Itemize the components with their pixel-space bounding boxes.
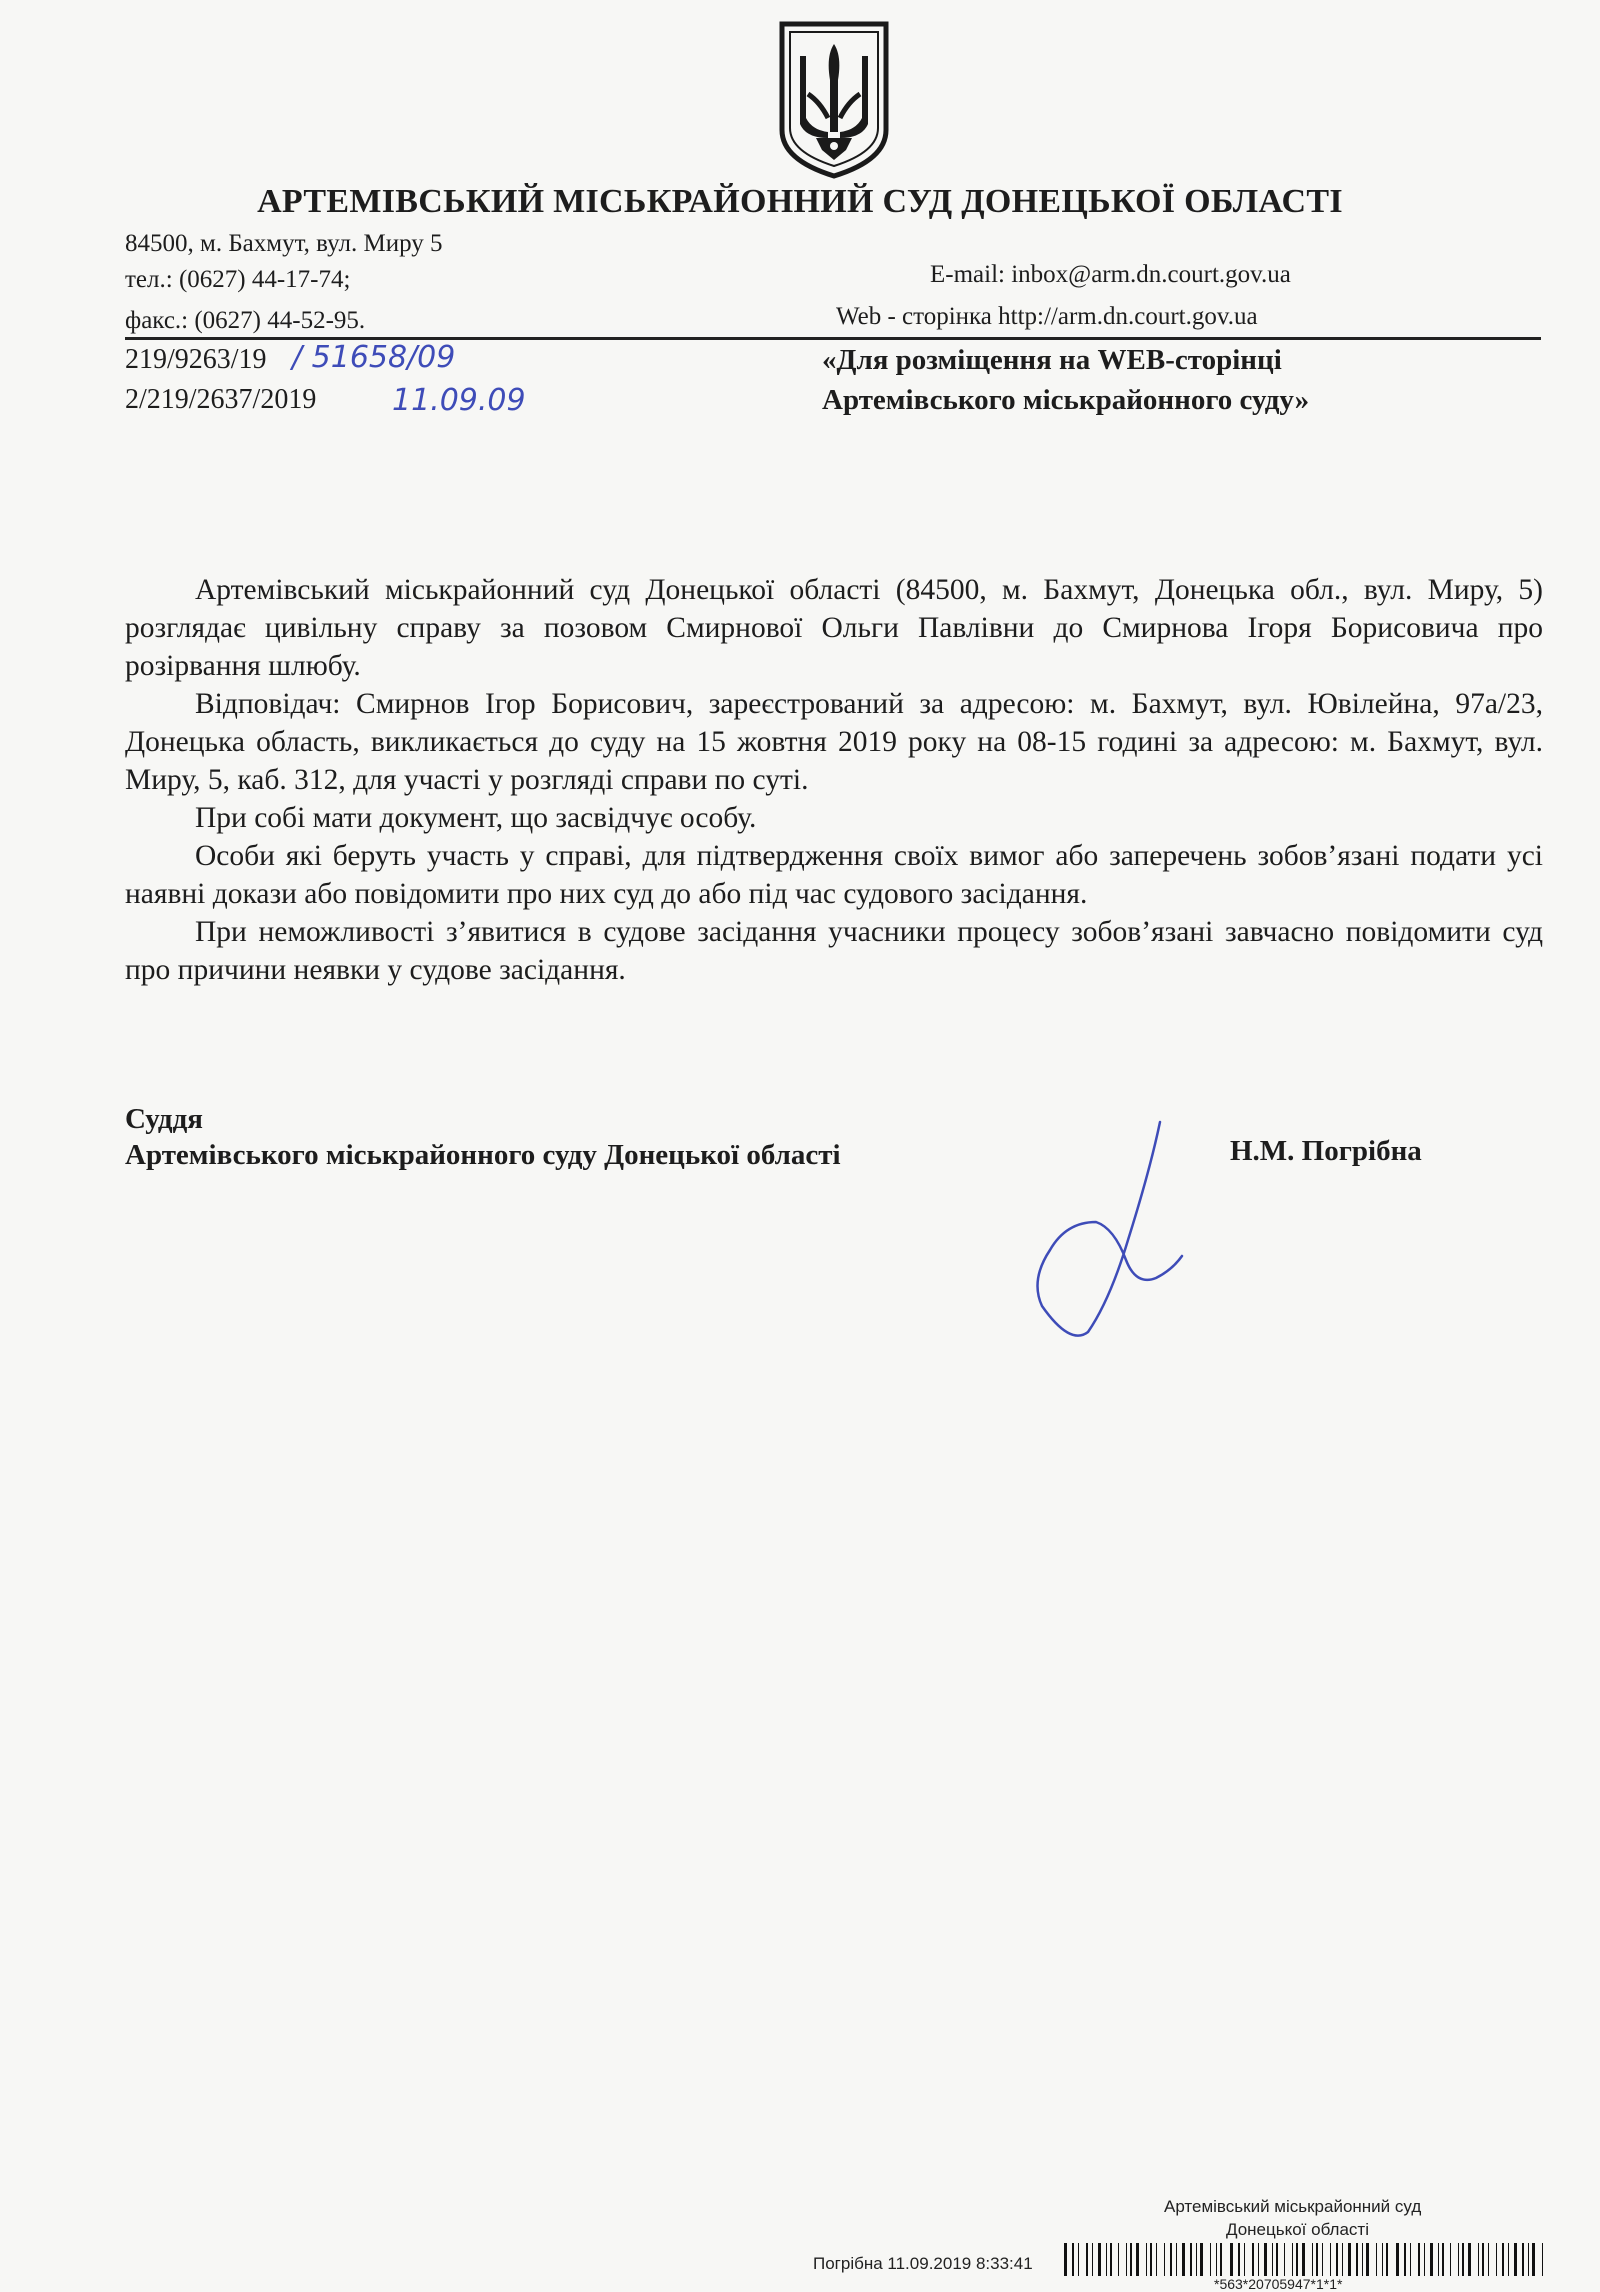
barcode-bar — [1292, 2243, 1293, 2276]
web-notice-line-1: «Для розміщення на WEB-сторінці — [822, 344, 1282, 376]
barcode-bar — [1418, 2243, 1420, 2276]
barcode-bar — [1488, 2243, 1489, 2276]
barcode-bar — [1522, 2243, 1524, 2276]
barcode-bar — [1348, 2243, 1351, 2276]
barcode-bar — [1468, 2243, 1471, 2276]
barcode-bar — [1322, 2243, 1323, 2276]
barcode-bar — [1302, 2243, 1305, 2276]
barcode-bar — [1404, 2243, 1406, 2276]
barcode-bar — [1276, 2243, 1278, 2276]
barcode-bar — [1156, 2243, 1157, 2276]
barcode-bar — [1542, 2243, 1543, 2276]
barcode-bar — [1386, 2243, 1388, 2276]
court-title: АРТЕМІВСЬКИЙ МІСЬКРАЙОННИЙ СУД ДОНЕЦЬКОЇ ОБЛАСТІ — [257, 183, 1343, 220]
barcode-bar — [1118, 2243, 1119, 2276]
barcode-bar — [1424, 2243, 1425, 2276]
barcode-bar — [1216, 2243, 1217, 2276]
barcode-bar — [1150, 2243, 1152, 2276]
barcode-bar — [1362, 2243, 1363, 2276]
body-paragraph: При собі мати документ, що засвідчує особу. — [195, 802, 757, 834]
body-paragraph: При неможливості з’явитися в судове засідання учасники процесу зобов’язані завчасно повідомити суд про причини неявки у судове засідання. — [125, 916, 1543, 986]
barcode-bar — [1284, 2243, 1285, 2276]
barcode-bar — [1126, 2243, 1127, 2276]
barcode-bar — [1078, 2243, 1079, 2276]
stamp-court-line-2: Донецької області — [1226, 2220, 1369, 2239]
barcode-bar — [1098, 2243, 1101, 2276]
barcode-bar — [1450, 2243, 1451, 2276]
barcode-bar — [1312, 2243, 1313, 2276]
barcode-bar — [1462, 2243, 1464, 2276]
barcode-bar — [1110, 2243, 1112, 2276]
barcode-bar — [1528, 2243, 1529, 2276]
barcode-bar — [1164, 2243, 1165, 2276]
barcode-bar — [1532, 2243, 1535, 2276]
barcode-bar — [1356, 2243, 1358, 2276]
barcode-bar — [1264, 2243, 1267, 2276]
signature-role: Суддя — [125, 1103, 203, 1135]
barcode-bar — [1106, 2243, 1107, 2276]
barcode-bar — [1182, 2243, 1185, 2276]
court-phone: тел.: (0627) 44-17-74; — [125, 266, 351, 293]
barcode-bar — [1272, 2243, 1273, 2276]
barcode-bar — [1514, 2243, 1517, 2276]
body-paragraph: Особи які беруть участь у справі, для підтвердження своїх вимог або заперечень зобов’язані подати усі наявні докази або повідомити про них суд до або під час судового засідання. — [125, 840, 1543, 910]
barcode-bar — [1136, 2243, 1139, 2276]
body-paragraph: Артемівський міськрайонний суд Донецької області (84500, м. Бахмут, Донецька обл., вул. Миру, 5) розглядає цивільну справу за позовом Смирнової Ольги Павлівни до Смирнова Ігоря Борисовича про розірвання шлюбу. — [125, 574, 1543, 682]
barcode-number: *563*20705947*1*1* — [1214, 2276, 1343, 2292]
barcode-bar — [1382, 2243, 1383, 2276]
barcode-bar — [1376, 2243, 1377, 2276]
barcode-bar — [1396, 2243, 1399, 2276]
barcode-bar — [1244, 2243, 1245, 2276]
barcode-bar — [1508, 2243, 1509, 2276]
coat-of-arms-icon — [776, 20, 892, 180]
barcode-bar — [1502, 2243, 1504, 2276]
signature-court: Артемівського міськрайонного суду Донецької області — [125, 1139, 841, 1171]
barcode-bar — [1072, 2243, 1074, 2276]
case-number: 2/219/2637/2019 — [125, 384, 317, 415]
web-notice-line-2: Артемівського міськрайонного суду» — [822, 384, 1310, 416]
barcode-bar — [1296, 2243, 1298, 2276]
registration-number: 219/9263/19 — [125, 344, 267, 375]
stamp-timestamp: Погрібна 11.09.2019 8:33:41 — [813, 2254, 1033, 2273]
court-fax: факс.: (0627) 44-52-95. — [125, 307, 366, 334]
stamp-court-line-1: Артемівський міськрайонний суд — [1164, 2197, 1422, 2216]
barcode-bar — [1170, 2243, 1172, 2276]
court-address: 84500, м. Бахмут, вул. Миру 5 — [125, 230, 443, 257]
handwritten-date: 11.09.09 — [392, 383, 526, 418]
barcode-bar — [1200, 2243, 1203, 2276]
barcode-bar — [1458, 2243, 1459, 2276]
barcode-bar — [1196, 2243, 1197, 2276]
barcode-bar — [1330, 2243, 1331, 2276]
barcode-bar — [1086, 2243, 1088, 2276]
barcode-bar — [1190, 2243, 1192, 2276]
barcode-bar — [1146, 2243, 1147, 2276]
barcode-bar — [1482, 2243, 1484, 2276]
barcode-bar — [1064, 2243, 1067, 2276]
barcode-bar — [1410, 2243, 1411, 2276]
barcode-bar — [1258, 2243, 1259, 2276]
barcode-bar — [1238, 2243, 1240, 2276]
barcode — [1062, 2243, 1550, 2276]
barcode-bar — [1210, 2243, 1211, 2276]
notice-body — [125, 571, 1543, 989]
barcode-bar — [1342, 2243, 1343, 2276]
handwritten-registration-number: / 51658/09 — [292, 340, 456, 375]
barcode-bar — [1336, 2243, 1338, 2276]
barcode-bar — [1176, 2243, 1177, 2276]
barcode-bar — [1092, 2243, 1093, 2276]
barcode-bar — [1316, 2243, 1318, 2276]
body-paragraph: Відповідач: Смирнов Ігор Борисович, зареєстрований за адресою: м. Бахмут, вул. Ювілейна, 97а/23, Донецька область, викликається до суду на 15 жовтня 2019 року на 08-15 годині за адресою: м. Бахмут, вул. Миру, 5, каб. 312, для участі у розгляді справи по суті. — [125, 688, 1543, 796]
court-web: Web - сторінка http://arm.dn.court.gov.ua — [836, 303, 1258, 330]
barcode-bar — [1230, 2243, 1233, 2276]
barcode-bar — [1478, 2243, 1479, 2276]
barcode-bar — [1220, 2243, 1222, 2276]
barcode-bar — [1442, 2243, 1444, 2276]
barcode-bar — [1252, 2243, 1254, 2276]
barcode-bar — [1496, 2243, 1497, 2276]
handwritten-signature — [1010, 1110, 1210, 1350]
barcode-bar — [1438, 2243, 1439, 2276]
barcode-bar — [1366, 2243, 1369, 2276]
judge-name: Н.М. Погрібна — [1230, 1135, 1422, 1167]
barcode-bar — [1430, 2243, 1433, 2276]
barcode-bar — [1130, 2243, 1132, 2276]
court-email: E-mail: inbox@arm.dn.court.gov.ua — [930, 261, 1291, 288]
